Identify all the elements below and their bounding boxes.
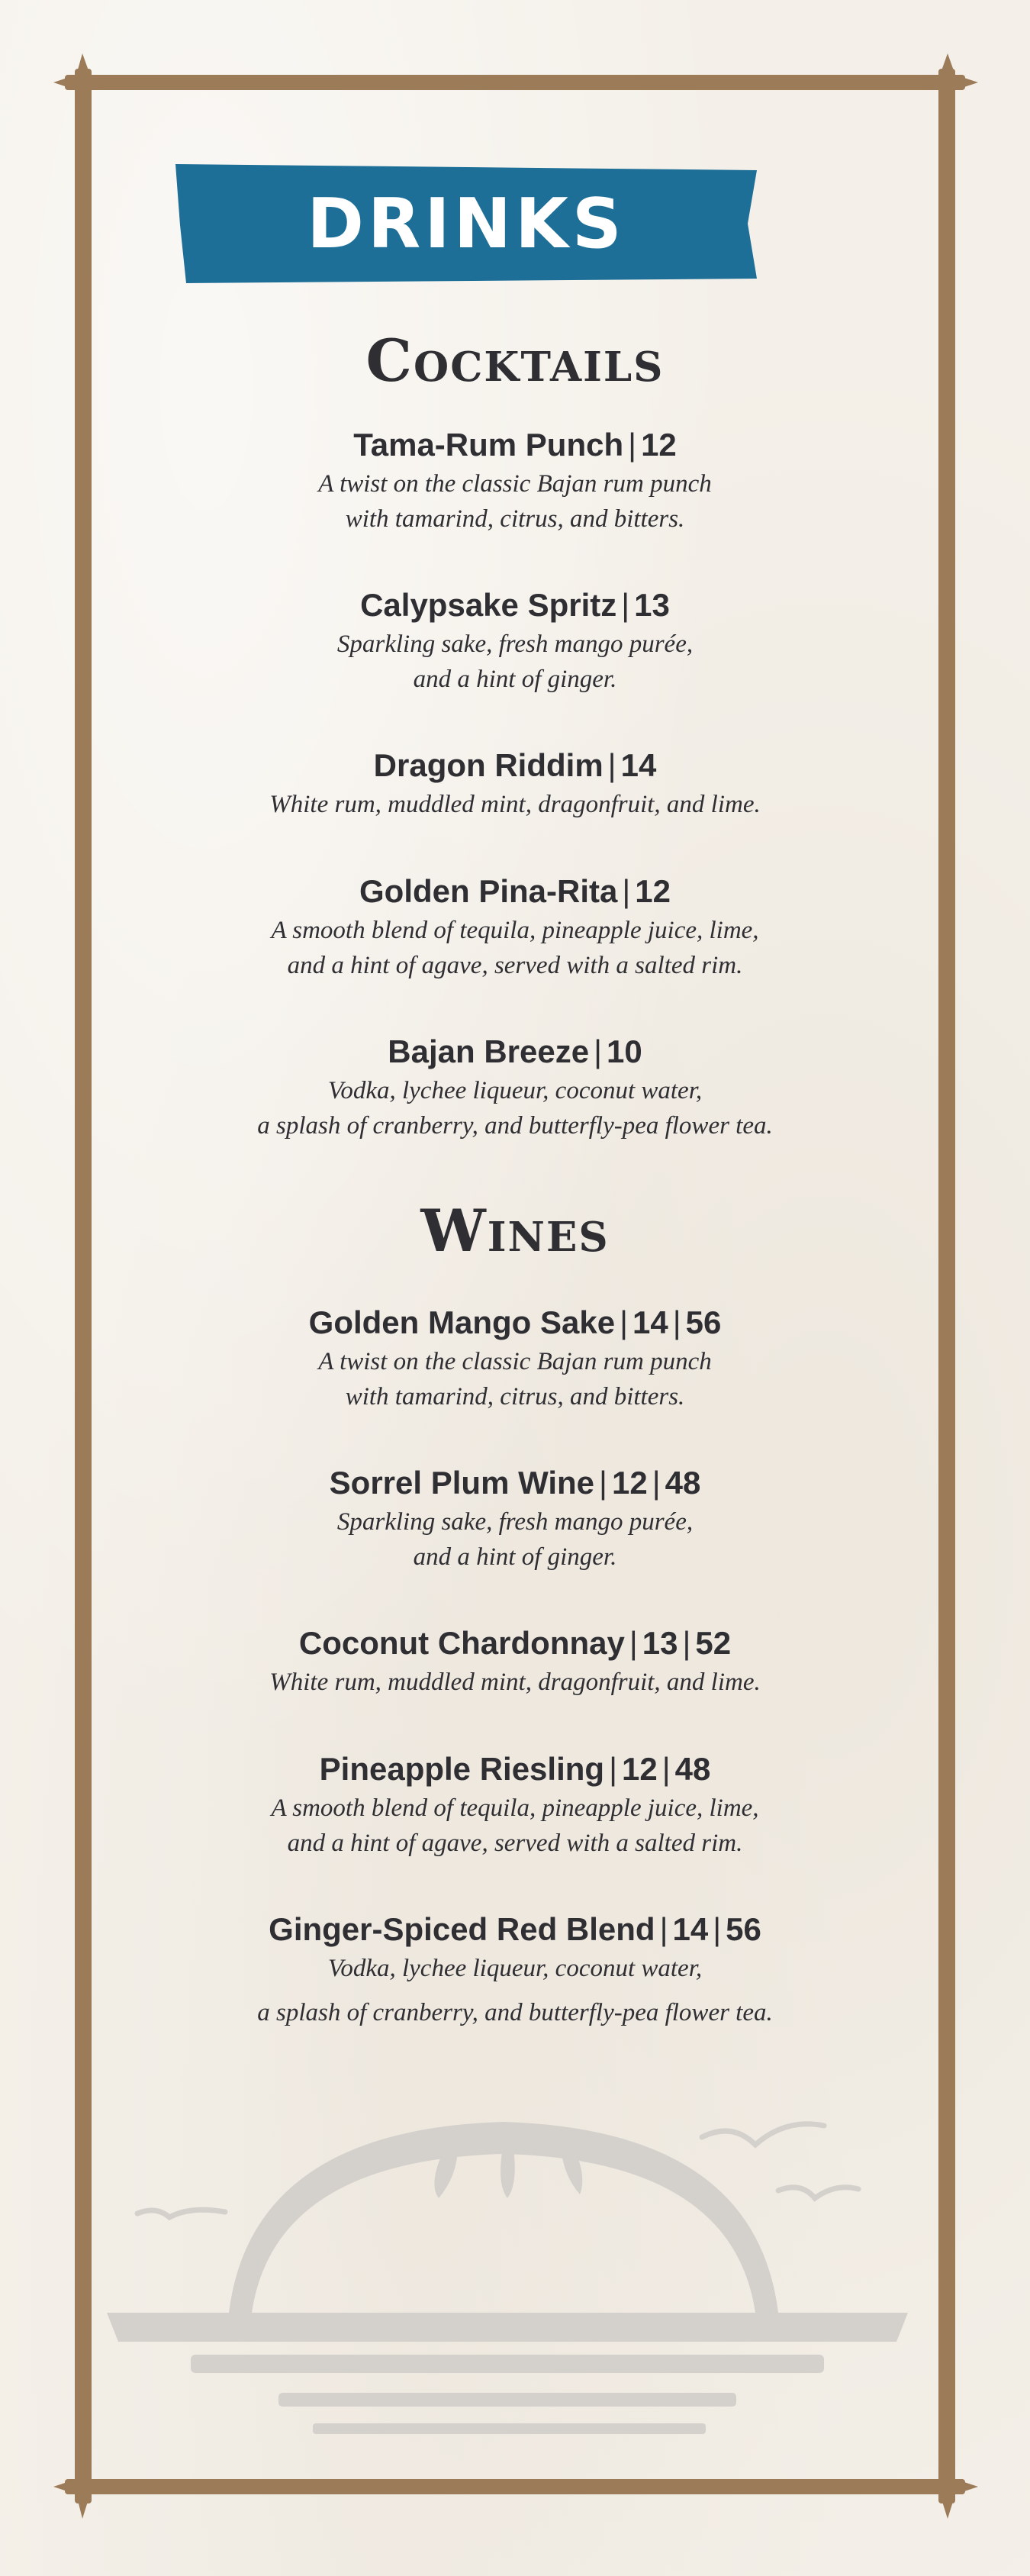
item-description: A smooth blend of tequila, pineapple juice, lime,	[271, 1794, 759, 1822]
item-description: and a hint of agave, served with a salted rim.	[287, 952, 743, 979]
menu-item: Dragon Riddim | 14 White rum, muddled mint, dragonfruit, and lime.	[99, 744, 931, 822]
item-description: A smooth blend of tequila, pineapple juice, lime,	[271, 917, 759, 944]
item-name: Calypsake Spritz	[360, 587, 617, 623]
item-price-glass: 13	[642, 1625, 678, 1661]
item-price: 12	[641, 427, 677, 463]
item-price-bottle: 52	[695, 1625, 732, 1661]
item-name: Bajan Breeze	[388, 1033, 590, 1069]
item-name: Sorrel Plum Wine	[329, 1465, 595, 1501]
item-description: Vodka, lychee liqueur, coconut water,	[327, 1077, 703, 1104]
menu-item: Golden Mango Sake | 14 | 56 A twist on the classic Bajan rum punch with tamarind, citrus, and bitters.	[99, 1301, 931, 1414]
item-description: Vodka, lychee liqueur, coconut water,	[327, 1955, 703, 1982]
item-price-bottle: 48	[674, 1751, 711, 1787]
item-name: Tama-Rum Punch	[353, 427, 624, 463]
item-price: 13	[634, 587, 670, 623]
item-name: Golden Mango Sake	[308, 1304, 616, 1340]
menu-item: Bajan Breeze | 10 Vodka, lychee liqueur, coconut water, a splash of cranberry, and butterfly-pea flower tea.	[99, 1030, 931, 1143]
item-price-bottle: 48	[665, 1465, 701, 1501]
menu-item: Golden Pina-Rita | 12 A smooth blend of tequila, pineapple juice, lime, and a hint of agave, served with a salted rim.	[99, 870, 931, 983]
item-price-glass: 14	[632, 1304, 668, 1340]
section-title-cocktails: Cocktails	[365, 327, 665, 395]
menu-item: Pineapple Riesling | 12 | 48 A smooth blend of tequila, pineapple juice, lime, and a hint of agave, served with a salted rim.	[99, 1748, 931, 1861]
item-description: with tamarind, citrus, and bitters.	[345, 505, 685, 533]
item-price-bottle: 56	[685, 1304, 722, 1340]
item-name: Pineapple Riesling	[319, 1751, 605, 1787]
menu-item: Tama-Rum Punch | 12 A twist on the classic Bajan rum punch with tamarind, citrus, and bitters.	[99, 424, 931, 537]
section-title-wines: Wines	[420, 1197, 610, 1265]
item-description: and a hint of ginger.	[413, 1543, 617, 1571]
item-description: White rum, muddled mint, dragonfruit, and lime.	[269, 791, 761, 818]
item-price-bottle: 56	[726, 1911, 761, 1947]
item-description: and a hint of agave, served with a salted rim.	[287, 1830, 743, 1857]
item-price: 14	[620, 747, 657, 783]
item-price-glass: 12	[611, 1465, 648, 1501]
item-description: A twist on the classic Bajan rum punch	[318, 470, 712, 498]
item-description: White rum, muddled mint, dragonfruit, and lime.	[269, 1668, 761, 1696]
item-description: a splash of cranberry, and butterfly-pea flower tea.	[257, 1999, 773, 2026]
item-name: Coconut Chardonnay	[298, 1625, 625, 1661]
menu-item: Calypsake Spritz | 13 Sparkling sake, fresh mango purée, and a hint of ginger.	[99, 584, 931, 697]
item-price: 10	[607, 1033, 642, 1069]
item-price-glass: 14	[672, 1911, 709, 1947]
item-price: 12	[635, 873, 671, 909]
item-description: and a hint of ginger.	[413, 666, 617, 693]
item-description: Sparkling sake, fresh mango purée,	[336, 630, 694, 658]
item-price-glass: 12	[622, 1751, 658, 1787]
item-name: Golden Pina-Rita	[359, 873, 618, 909]
item-name: Ginger-Spiced Red Blend	[269, 1911, 655, 1947]
menu-item: Coconut Chardonnay | 13 | 52 White rum, muddled mint, dragonfruit, and lime.	[99, 1622, 931, 1700]
menu-item: Sorrel Plum Wine | 12 | 48 Sparkling sake, fresh mango purée, and a hint of ginger.	[99, 1462, 931, 1575]
item-name: Dragon Riddim	[373, 747, 604, 783]
item-description: Sparkling sake, fresh mango purée,	[336, 1508, 694, 1536]
item-description: with tamarind, citrus, and bitters.	[345, 1383, 685, 1411]
menu-item: Ginger-Spiced Red Blend | 14 | 56 Vodka, lychee liqueur, coconut water, a splash of cranberry, and butterfly-pea flower tea.	[99, 1908, 931, 2030]
item-description: A twist on the classic Bajan rum punch	[318, 1348, 712, 1375]
item-description: a splash of cranberry, and butterfly-pea flower tea.	[257, 1112, 773, 1140]
page-title: DRINKS	[307, 183, 626, 264]
